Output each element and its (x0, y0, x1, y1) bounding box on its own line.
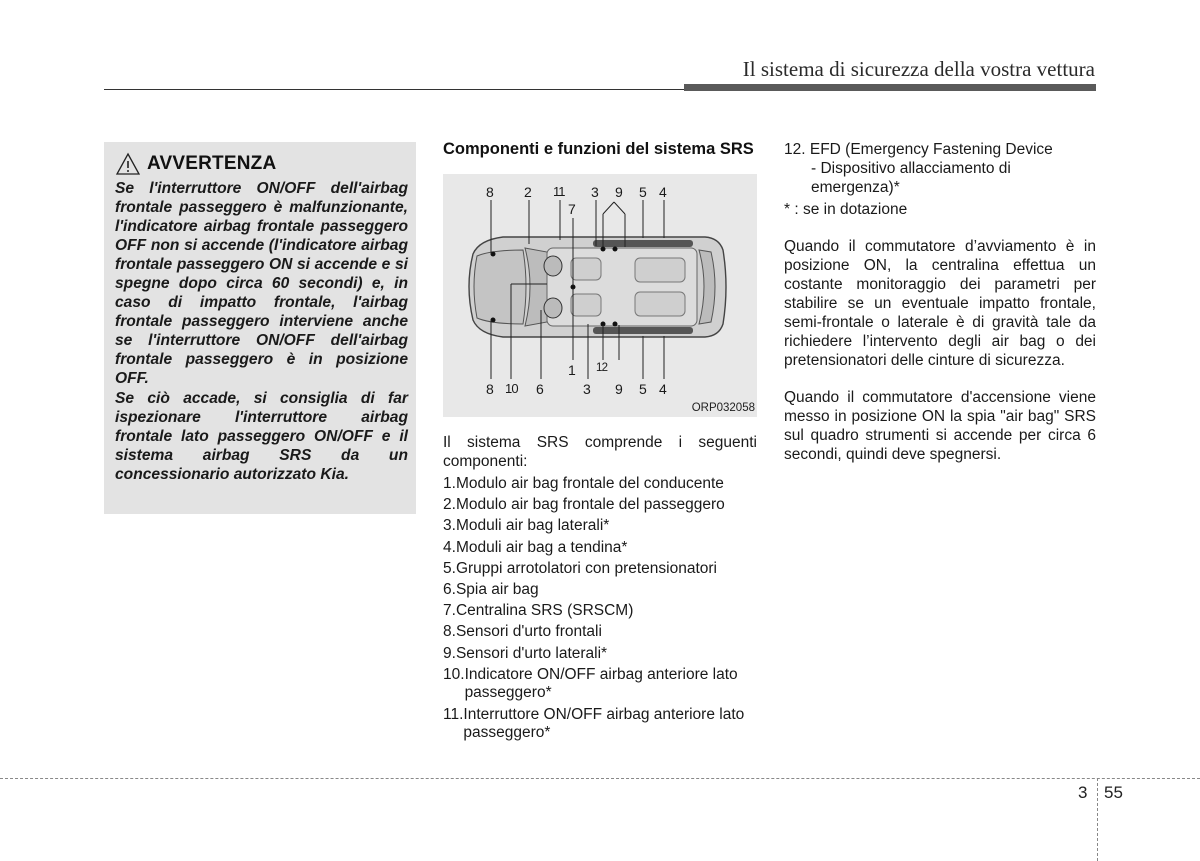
list-item: 8. Sensori d'urto frontali (443, 623, 602, 641)
list-item: 5. Gruppi arrotolatori con pretensionatori (443, 559, 717, 577)
warning-title: AVVERTENZA (147, 153, 277, 174)
diagram-label: 12 (596, 362, 608, 374)
diagram-label: 3 (583, 381, 591, 397)
diagram-label: 8 (486, 381, 494, 397)
components-list (443, 475, 757, 743)
list-item: 3. Moduli air bag laterali* (443, 517, 610, 535)
header-rule-accent (684, 84, 1096, 91)
body-paragraph: Quando il commutatore d'accensione viene messo in posizione ON la spia "air bag" SRS sul quadro strumenti si accende per circa 6 secondi, quindi deve spegnersi. (784, 389, 1096, 463)
diagram-label: 8 (486, 184, 494, 200)
srs-diagram (443, 174, 757, 417)
diagram-label: 10 (505, 381, 518, 396)
warning-paragraph: Se l'interruttore ON/OFF dell'airbag frontale passeggero è malfunzionante, l'indicatore airbag frontale passeggero OFF non si accende (l'indicatore airbag frontale passeggero ON si accende e si spegne dopo circa 60 secondi) e, in caso di impatto frontale, l'airbag frontale passeggero interviene anche se l'interruttore ON/OFF dell'airbag frontale passeggero è in posizione OFF. (115, 180, 408, 387)
components-intro: Il sistema SRS comprende i seguenti componenti: (443, 434, 757, 470)
efd-item-description: - Dispositivo allacciamento di emergenza)* (811, 160, 1011, 196)
diagram-label: 7 (568, 201, 576, 217)
diagram-label: 4 (659, 381, 667, 397)
warning-box (104, 142, 416, 514)
warning-triangle-icon (115, 152, 141, 176)
diagram-label: 4 (659, 184, 667, 200)
middle-column (443, 140, 757, 746)
chapter-header-title: Il sistema di sicurezza della vostra vettura (742, 57, 1095, 81)
diagram-label: 1 (568, 362, 576, 378)
diagram-label: 3 (591, 184, 599, 200)
diagram-label: 9 (615, 381, 623, 397)
chapter-number: 3 (1078, 783, 1088, 802)
right-column (784, 140, 1096, 464)
diagram-label: 6 (536, 381, 544, 397)
diagram-label: 11 (553, 184, 565, 199)
list-item: 9. Sensori d'urto laterali* (443, 644, 608, 662)
warning-heading (115, 152, 408, 176)
diagram-label: 5 (639, 184, 647, 200)
list-item: 6. Spia air bag (443, 580, 539, 598)
footer-divider (1097, 778, 1098, 861)
list-item: 2. Modulo air bag frontale del passeggero (443, 496, 725, 514)
page-number: 55 (1104, 783, 1123, 802)
list-item: 10. Indicatore ON/OFF airbag anteriore lato passeggero* (443, 665, 738, 702)
warning-paragraph: Se ciò accade, si consiglia di far ispezionare l'interruttore airbag frontale lato passeggero ON/OFF e il sistema airbag SRS da un concessionario autorizzato Kia. (115, 390, 408, 483)
list-item: 1. Modulo air bag frontale del conducente (443, 475, 724, 492)
footer-rule (0, 778, 1200, 779)
body-paragraph: Quando il commutatore d’avviamento è in posizione ON, la centralina effettua un costante monitoraggio dei parametri per stabilire se un eventuale impatto frontale, semi-frontale o laterale è di gravità tale da richiedere l’intervento degli air bag o dei pretensionatori delle cinture di sicurezza. (784, 238, 1096, 369)
efd-item: 12. EFD (Emergency Fastening Device (784, 141, 1053, 158)
section-title: Componenti e funzioni del sistema SRS (443, 140, 754, 158)
list-item: 4. Moduli air bag a tendina* (443, 538, 628, 556)
diagram-label: 2 (524, 184, 532, 200)
list-item: 11. Interruttore ON/OFF airbag anteriore lato passeggero* (443, 705, 745, 742)
list-item: 7. Centralina SRS (SRSCM) (443, 602, 634, 620)
diagram-label: 5 (639, 381, 647, 397)
diagram-label: 9 (615, 184, 623, 200)
diagram-code: ORP032058 (691, 402, 755, 414)
footnote: * : se in dotazione (784, 201, 908, 218)
